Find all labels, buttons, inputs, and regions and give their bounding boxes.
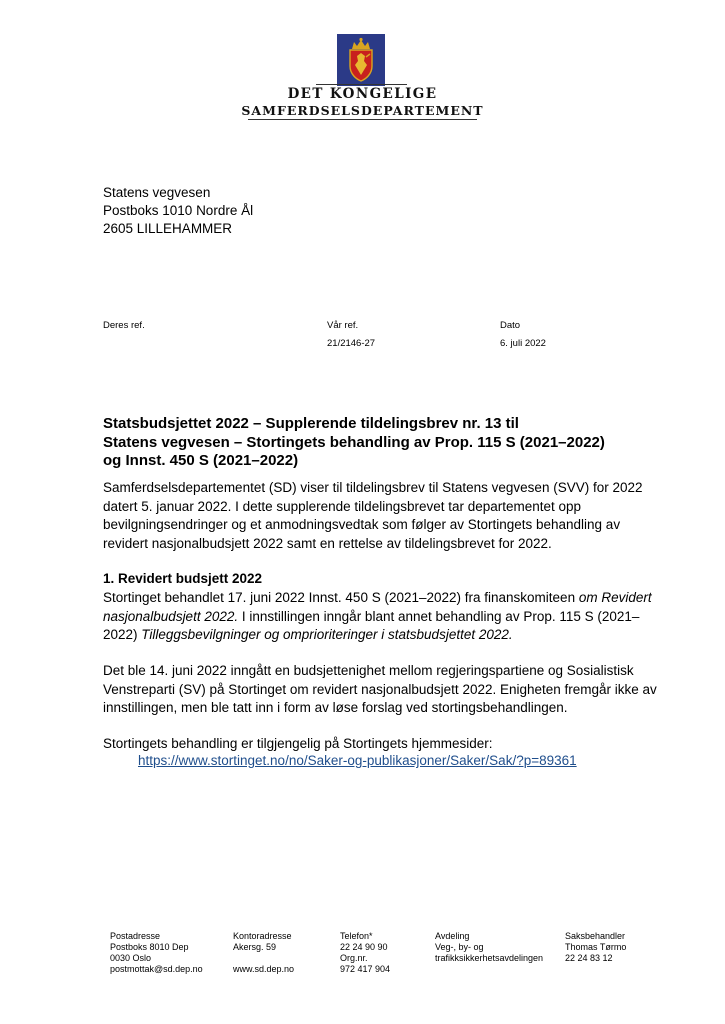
section1-paragraph1 <box>103 589 663 645</box>
paragraph-line <box>103 626 663 645</box>
footer-phone-column <box>340 931 390 975</box>
footer-label: Postadresse <box>110 931 161 941</box>
italic-text: Tilleggsbevilgninger og omprioriteringer i statsbudsjettet 2022. <box>141 627 513 642</box>
italic-text: om Revidert <box>578 590 652 605</box>
title-line: Statens vegvesen – Stortingets behandling av Prop. 115 S (2021–2022) <box>103 433 605 451</box>
text: Stortinget behandlet 17. juni 2022 Innst. 450 S (2021–2022) fra finanskomiteen <box>103 590 579 605</box>
footer-line: 22 24 90 90 <box>340 942 388 952</box>
footer-line: Postboks 8010 Dep <box>110 942 189 952</box>
recipient-name: Statens vegvesen <box>103 185 211 200</box>
stortinget-link[interactable]: https://www.stortinget.no/no/Saker-og-publikasjoner/Saker/Sak/?p=89361 <box>138 753 577 768</box>
footer-line: postmottak@sd.dep.no <box>110 964 203 974</box>
our-ref-label: Vår ref. <box>327 320 359 331</box>
intro-line: datert 5. januar 2022. I dette supplerende tildelingsbrevet tar departementet opp <box>103 498 582 514</box>
footer-label: Kontoradresse <box>233 931 292 941</box>
footer-line: Thomas Tørmo <box>565 942 627 952</box>
footer-label: Saksbehandler <box>565 931 626 941</box>
footer-line: 972 417 904 <box>340 964 391 974</box>
footer-label: Avdeling <box>435 931 470 941</box>
footer-line: 0030 Oslo <box>110 953 152 963</box>
letterhead-rule-bottom <box>248 119 477 120</box>
footer-department-column <box>435 931 543 964</box>
letterhead-line2: SAMFERDSELSDEPARTEMENT <box>241 103 484 118</box>
our-ref-value: 21/2146-27 <box>327 338 376 349</box>
letterhead-rule-top <box>316 84 407 85</box>
footer-line: Veg-, by- og <box>435 942 484 952</box>
text: 2022) <box>103 627 142 642</box>
intro-paragraph <box>103 479 663 553</box>
section-heading: 1. Revidert budsjett 2022 <box>103 571 263 586</box>
paragraph-line <box>103 608 663 627</box>
section1-paragraph3: Stortingets behandling er tilgjengelig på Stortingets hjemmesider: <box>103 736 493 751</box>
intro-line: Samferdselsdepartementet (SD) viser til tildelingsbrev til Statens vegvesen (SVV) for 2022 <box>103 480 643 495</box>
intro-line: revidert nasjonalbudsjett 2022 samt en rettelse av tildelingsbrevet for 2022. <box>103 535 552 551</box>
footer-officer-column <box>565 931 626 964</box>
title-line: og Innst. 450 S (2021–2022) <box>103 452 299 469</box>
footer-line: Akersg. 59 <box>233 942 277 952</box>
intro-line: bevilgningsendringer og et anmodningsvedtak som følger av Stortingets behandling av <box>103 517 621 532</box>
title-line: Statsbudsjettet 2022 – Supplerende tildelingsbrev nr. 13 til <box>103 415 519 432</box>
paragraph-line: Det ble 14. juni 2022 inngått en budsjettenighet mellom regjeringspartiene og Sosialistisk <box>103 663 634 678</box>
footer-line: Org.nr. <box>340 953 368 963</box>
coat-of-arms-icon <box>337 34 385 86</box>
paragraph-line: Venstreparti (SV) på Stortinget om revidert nasjonalbudsjett 2022. Enigheten fremgår ikke av <box>103 681 657 697</box>
text: I innstillingen inngår blant annet behandling av Prop. 115 S (2021– <box>238 608 640 624</box>
date-label: Dato <box>500 320 521 331</box>
letter-title <box>103 415 663 471</box>
footer-line <box>233 953 294 964</box>
italic-text: nasjonalbudsjett 2022. <box>103 608 239 624</box>
footer-line: 22 24 83 12 <box>565 953 613 963</box>
footer-office-column <box>233 931 294 975</box>
recipient-city: 2605 LILLEHAMMER <box>103 221 233 236</box>
paragraph-line: innstillingen, men ble tatt inn i form av løse forslag ved stortingsbehandlingen. <box>103 700 568 715</box>
footer-line: trafikksikkerhetsavdelingen <box>435 953 544 963</box>
recipient-address: Postboks 1010 Nordre Ål <box>103 203 254 218</box>
footer-postal-column <box>110 931 203 975</box>
date-value: 6. juli 2022 <box>500 338 546 349</box>
footer-line: www.sd.dep.no <box>233 964 295 974</box>
letterhead-line1: DET KONGELIGE <box>287 86 438 102</box>
footer-label: Telefon* <box>340 931 373 941</box>
section1-paragraph2 <box>103 662 663 718</box>
paragraph-line <box>103 589 663 608</box>
your-ref-label: Deres ref. <box>103 320 145 331</box>
